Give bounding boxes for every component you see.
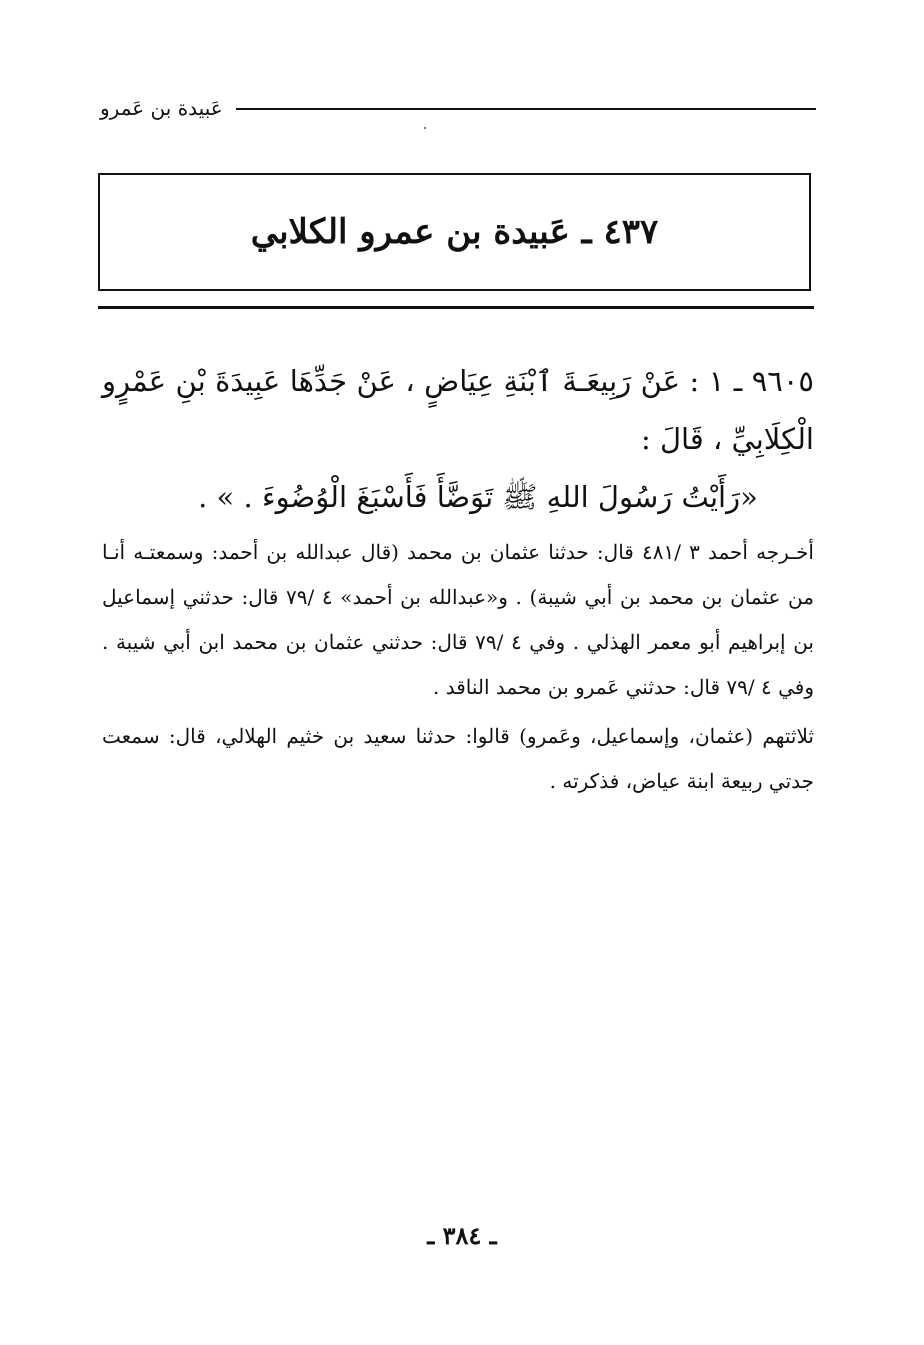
takhrij-paragraph-2: ثلاثتهم (عثمان، وإسماعيل، وعَمرو) قالوا: حدثنا سعيد بن خثيم الهلالي، قال: سمعت جدتي ربيعة ابنة عياض، فذكرته . <box>102 724 814 793</box>
running-header-text: عَبيدة بن عَمرو <box>100 96 223 120</box>
takhrij-paragraph-1: أخـرجه أحمد ٣ /٤٨١ قال: حدثنا عثمان بن محمد (قال عبدالله بن أحمد: وسمعتـه أنـا من عثمان بن محمد بن أبي شيبة) . و«عبدالله بن أحمد» ٤ /٧٩ قال: حدثني إسماعيل بن إبراهيم أبو معمر الهذلي . وفي ٤ /٧٩ قال: حدثني عثمان بن محمد ابن أبي شيبة . وفي ٤ /٧٩ قال: حدثني عَمرو بن محمد الناقد . <box>102 540 814 699</box>
speck <box>424 127 426 129</box>
title-box <box>98 173 811 291</box>
running-header <box>100 92 816 124</box>
page-number: ـ ٣٨٤ ـ <box>427 1221 497 1250</box>
running-header-rule <box>236 108 816 110</box>
takhrij-block <box>102 530 814 804</box>
hadith-matn: «رَأَيْتُ رَسُولَ اللهِ ﷺ تَوَضَّأَ فَأَسْبَغَ الْوُضُوءَ . » . <box>198 480 758 514</box>
page-title: ٤٣٧ ـ عَبيدة بن عمرو الكلابي <box>250 211 659 252</box>
hadith-block <box>102 352 814 526</box>
hadith-intro: ٩٦٠٥ ـ ١ : عَنْ رَبِيعَـةَ ٱبْنَةِ عِيَاضٍ ، عَنْ جَدِّهَا عَبِيدَةَ بْنِ عَمْرٍو الْكِلَابِيِّ ، قَالَ : <box>102 364 815 456</box>
title-rule <box>98 306 814 309</box>
